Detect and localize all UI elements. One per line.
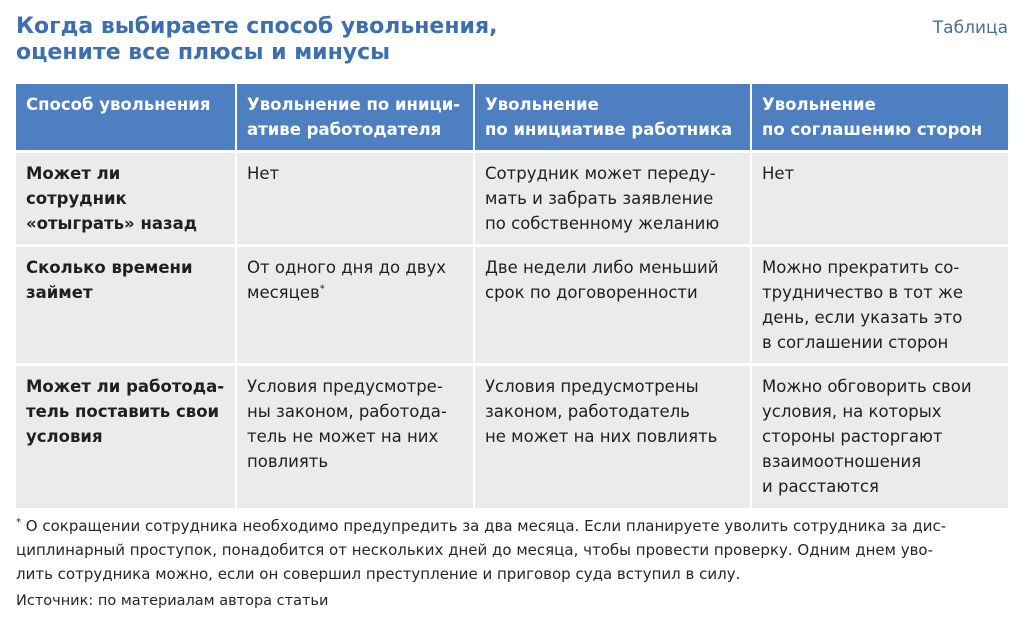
cell-line: Условия предусмотре-	[247, 377, 443, 396]
footnote-mark: *	[16, 517, 21, 528]
page-title	[16, 14, 716, 66]
cell-line	[247, 280, 463, 305]
cell-line: Две недели либо меньший	[485, 258, 719, 277]
table-label: Таблица	[932, 18, 1008, 38]
footnote-line	[16, 514, 1008, 538]
column-header	[751, 84, 1008, 152]
cell-line: ны законом, работода-	[247, 402, 447, 421]
row-header-line: займет	[26, 283, 93, 302]
cell-line: Можно прекратить со-	[762, 258, 960, 277]
cell-line: тель не может на них	[247, 427, 439, 446]
cell-line: Сотрудник может переду-	[485, 164, 716, 183]
row-header-line: Сколько времени	[26, 258, 193, 277]
cell-line: Условия предусмотрены	[485, 377, 699, 396]
cell-line: законом, работодатель	[485, 402, 690, 421]
comparison-table-wrapper	[16, 84, 1008, 508]
row-header-line: «отыграть» назад	[26, 214, 198, 233]
column-header-line: по инициативе работника	[485, 120, 733, 139]
footnote-line-text: О сокращении сотрудника необходимо предупредить за два месяца. Если планируете уволить сотрудника за дис-	[21, 517, 947, 535]
column-header-line: Увольнение	[762, 95, 876, 114]
table-cell	[751, 365, 1008, 508]
cell-line: Можно обговорить свои	[762, 377, 972, 396]
footnote-line: циплинарный проступок, понадобится от нескольких дней до месяца, чтобы провести проверку. Одним днем уво-	[16, 541, 934, 559]
table-cell	[474, 152, 751, 246]
footnote-marker: *	[319, 283, 325, 295]
table-cell	[236, 152, 474, 246]
cell-line: по собственному желанию	[485, 214, 720, 233]
table-cell	[751, 246, 1008, 365]
cell-line: и расстаются	[762, 477, 879, 496]
column-header-line: Способ увольнения	[26, 95, 211, 114]
table-header-row	[16, 84, 1008, 152]
column-header	[474, 84, 751, 152]
table-cell	[751, 152, 1008, 246]
comparison-table	[16, 84, 1008, 508]
cell-line: срок по договоренности	[485, 283, 698, 302]
table-cell	[236, 246, 474, 365]
column-header	[236, 84, 474, 152]
column-header	[16, 84, 236, 152]
table-cell	[474, 246, 751, 365]
column-header-line: ативе работодателя	[247, 120, 442, 139]
row-header-line: условия	[26, 427, 103, 446]
row-header-line: Может ли работода-	[26, 377, 225, 396]
footnote	[16, 514, 1008, 586]
column-header-line: Увольнение по иници-	[247, 95, 461, 114]
cell-line: не может на них повлиять	[485, 427, 718, 446]
cell-line: день, если указать это	[762, 308, 963, 327]
source-note: Источник: по материалам автора статьи	[16, 593, 329, 609]
column-header-line: Увольнение	[485, 95, 599, 114]
cell-line: условия, на которых	[762, 402, 942, 421]
table-cell	[474, 365, 751, 508]
cell-line: Нет	[762, 164, 795, 183]
cell-line: взаимоотношения	[762, 452, 922, 471]
title-line-2: оцените все плюсы и минусы	[16, 40, 391, 65]
cell-line: в соглашении сторон	[762, 333, 949, 352]
row-header-line: тель поставить свои	[26, 402, 220, 421]
footnote-line: лить сотрудника можно, если он совершил преступление и приговор суда вступил в силу.	[16, 565, 741, 583]
cell-line: мать и забрать заявление	[485, 189, 714, 208]
cell-line: повлиять	[247, 452, 329, 471]
column-header-line: по соглашению сторон	[762, 120, 983, 139]
row-header-cell	[16, 152, 236, 246]
cell-line: От одного дня до двух	[247, 258, 447, 277]
table-row	[16, 365, 1008, 508]
cell-line: Нет	[247, 164, 280, 183]
title-line-1: Когда выбираете способ увольнения,	[16, 14, 498, 39]
cell-line: стороны расторгают	[762, 427, 943, 446]
cell-line: трудничество в тот же	[762, 283, 963, 302]
cell-line-text: месяцев	[247, 283, 320, 302]
row-header-cell	[16, 365, 236, 508]
table-row	[16, 246, 1008, 365]
table-row	[16, 152, 1008, 246]
row-header-cell	[16, 246, 236, 365]
row-header-line: Может ли сотрудник	[26, 164, 127, 208]
table-cell	[236, 365, 474, 508]
